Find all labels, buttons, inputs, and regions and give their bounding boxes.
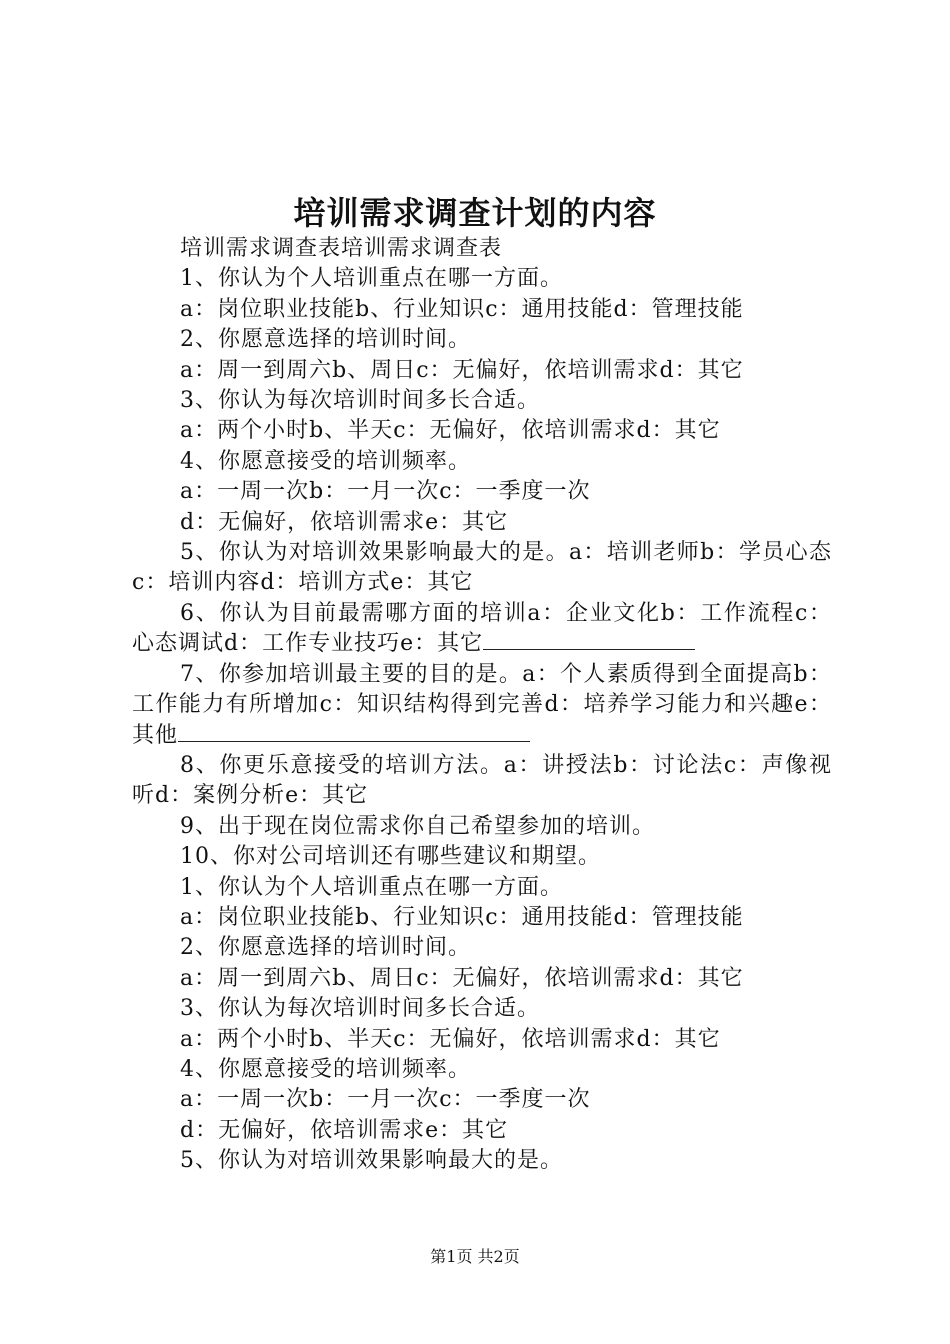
text-line: a：两个小时b、半天c：无偏好，依培训需求d：其它 — [180, 1026, 721, 1052]
text-line: d：无偏好，依培训需求e：其它 — [180, 509, 509, 535]
text-line: a：一周一次b：一月一次c：一季度一次 — [180, 479, 591, 505]
text-line: 2、你愿意选择的培训时间。 — [180, 327, 471, 353]
text-line: 1、你认为个人培训重点在哪一方面。 — [180, 874, 563, 900]
text-line: 4、你愿意接受的培训频率。 — [180, 448, 471, 474]
answer-blank — [178, 723, 530, 742]
text-line: a：一周一次b：一月一次c：一季度一次 — [180, 1087, 591, 1113]
text-line: a：岗位职业技能b、行业知识c：通用技能d：管理技能 — [180, 904, 744, 930]
question-5: 5、你认为对培训效果影响最大的是。a：培训老师b：学员心态c：培训内容d：培训方式e：其它 — [132, 540, 832, 596]
text-line: 1、你认为个人培训重点在哪一方面。 — [180, 266, 563, 292]
text-line: d：无偏好，依培训需求e：其它 — [180, 1117, 509, 1143]
text-line: 10、你对公司培训还有哪些建议和期望。 — [180, 844, 601, 870]
document-title: 培训需求调查计划的内容 — [293, 194, 657, 232]
question-8: 8、你更乐意接受的培训方法。a：讲授法b：讨论法c：声像视听d：案例分析e：其它 — [132, 752, 832, 809]
text-line: 5、你认为对培训效果影响最大的是。 — [180, 1148, 563, 1174]
text-line: a：周一到周六b、周日c：无偏好，依培训需求d：其它 — [180, 357, 744, 383]
page-footer: 第1页 共2页 — [430, 1247, 520, 1266]
question-7 — [132, 660, 832, 751]
text-line: 2、你愿意选择的培训时间。 — [180, 935, 471, 961]
text-line: 4、你愿意接受的培训频率。 — [180, 1056, 471, 1082]
question-7-text: 7、你参加培训最主要的目的是。a：个人素质得到全面提高b：工作能力有所增加c：知识结构得到完善d：培养学习能力和兴趣e：其他 — [132, 661, 832, 748]
text-line: a：岗位职业技能b、行业知识c：通用技能d：管理技能 — [180, 296, 744, 322]
document-body — [132, 234, 832, 1177]
question-6-text: 6、你认为目前最需哪方面的培训a：企业文化b：工作流程c：心态调试d：工作专业技巧e：其它 — [132, 600, 832, 657]
text-line: 培训需求调查表培训需求调查表 — [180, 236, 503, 261]
text-line: a：周一到周六b、周日c：无偏好，依培训需求d：其它 — [180, 965, 744, 991]
question-6 — [132, 599, 832, 660]
text-line: a：两个小时b、半天c：无偏好，依培训需求d：其它 — [180, 418, 721, 444]
answer-blank — [483, 631, 695, 650]
text-line: 3、你认为每次培训时间多长合适。 — [180, 996, 540, 1022]
text-line: 3、你认为每次培训时间多长合适。 — [180, 388, 540, 414]
text-line: 9、出于现在岗位需求你自己希望参加的培训。 — [180, 813, 655, 839]
